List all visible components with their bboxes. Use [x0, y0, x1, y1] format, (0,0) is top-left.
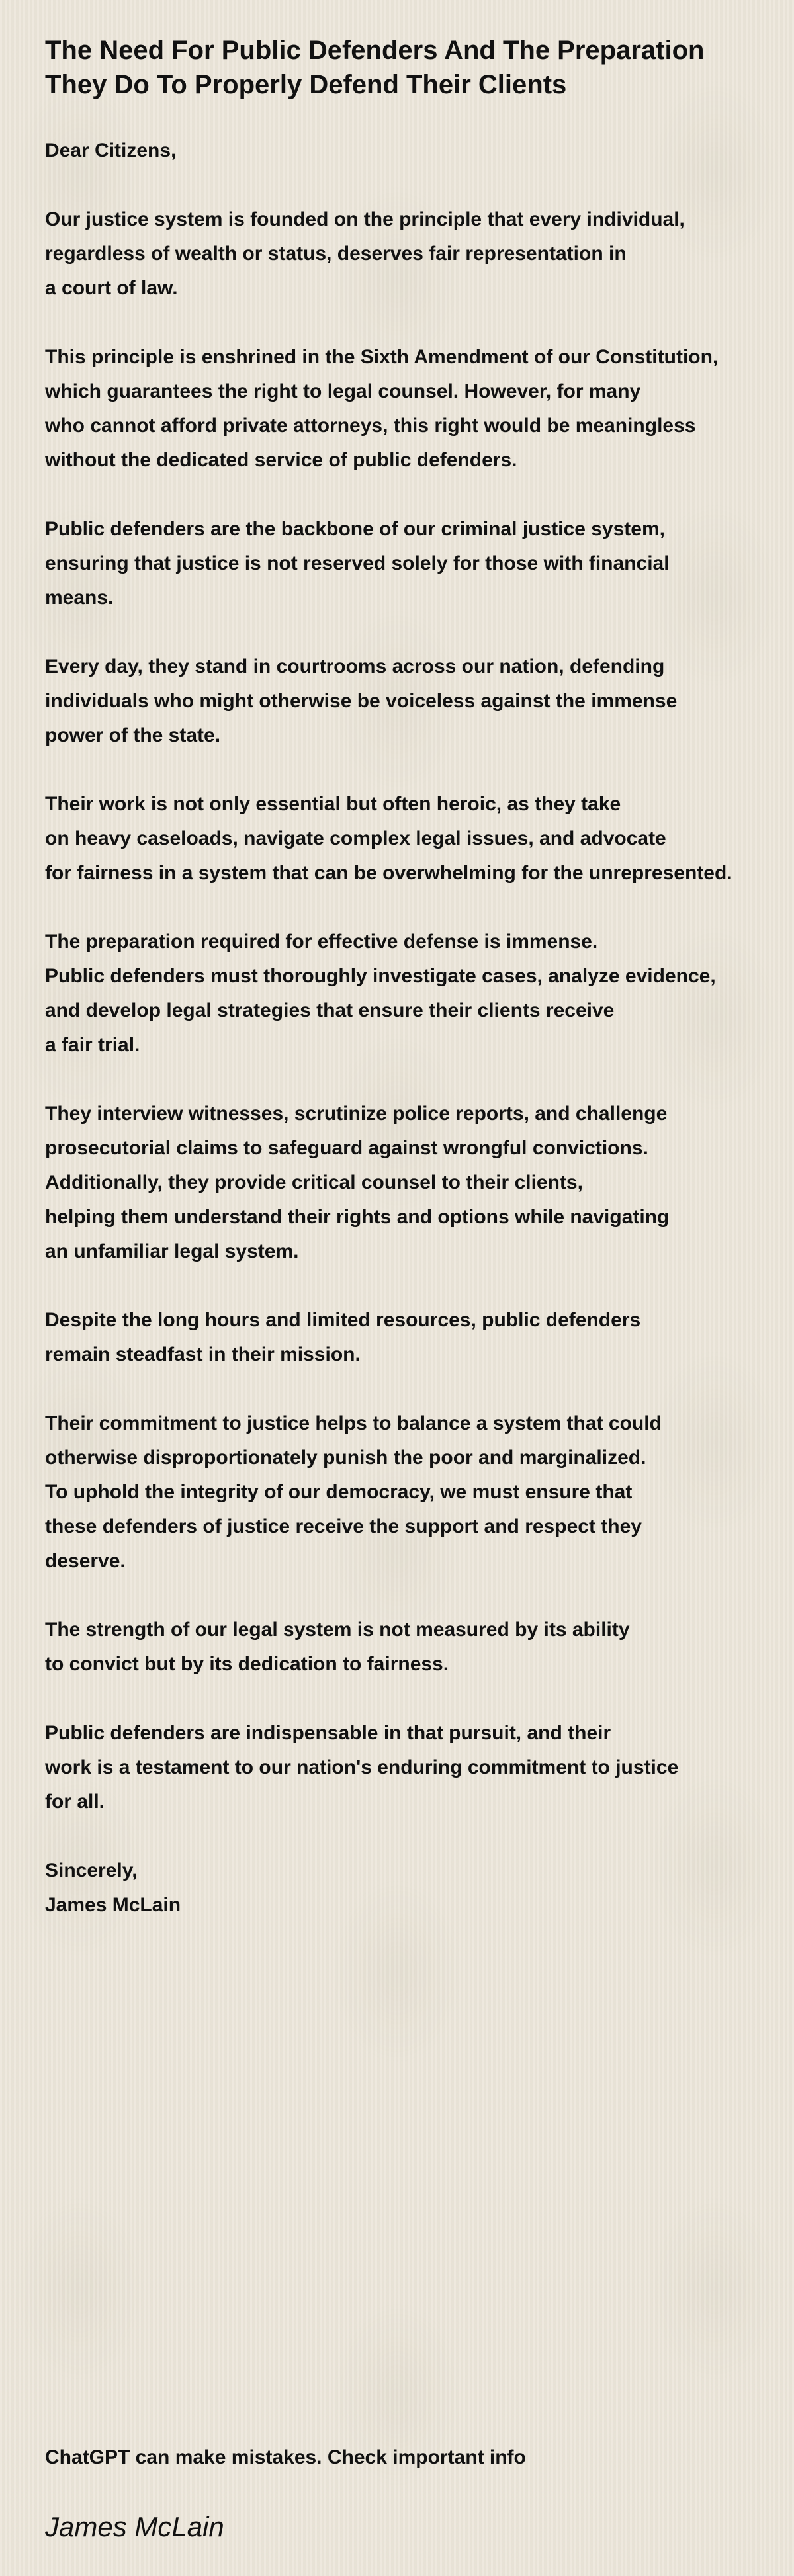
paragraph-line: without the dedicated service of public defenders. [45, 449, 517, 471]
paragraph-line: Our justice system is founded on the principle that every individual, [45, 208, 685, 230]
author-name: James McLain [45, 1894, 181, 1916]
letter-paragraph [45, 202, 779, 306]
letter-body [45, 134, 779, 1922]
paragraph-line: work is a testament to our nation's enduring commitment to justice [45, 1756, 679, 1778]
letter-paragraph [45, 512, 779, 615]
paragraph-line: remain steadfast in their mission. [45, 1344, 361, 1365]
title-line: They Do To Properly Defend Their Clients [45, 70, 567, 99]
letter-paragraph [45, 340, 779, 478]
paragraph-line: for fairness in a system that can be overwhelming for the unrepresented. [45, 862, 732, 884]
letter-paragraph [45, 1406, 779, 1578]
paragraph-line: Their work is not only essential but often heroic, as they take [45, 793, 621, 815]
ai-disclaimer: ChatGPT can make mistakes. Check important info [45, 2446, 526, 2468]
letter-paragraph [45, 1097, 779, 1269]
salutation-text: Dear Citizens, [45, 140, 177, 161]
paragraph-line: ensuring that justice is not reserved solely for those with financial [45, 552, 670, 574]
paragraph-line: Public defenders are indispensable in that pursuit, and their [45, 1722, 611, 1744]
paragraph-line: otherwise disproportionately punish the poor and marginalized. [45, 1447, 646, 1469]
paragraph-line: They interview witnesses, scrutinize police reports, and challenge [45, 1103, 668, 1125]
paragraph-line: a court of law. [45, 277, 178, 299]
letter-paragraph [45, 787, 779, 890]
paragraph-line: power of the state. [45, 724, 221, 746]
letter-paragraph [45, 925, 779, 1062]
paragraph-line: This principle is enshrined in the Sixth Amendment of our Constitution, [45, 346, 719, 368]
paragraph-line: an unfamiliar legal system. [45, 1240, 299, 1262]
paragraph-line: Despite the long hours and limited resources, public defenders [45, 1309, 641, 1331]
paragraph-line: a fair trial. [45, 1034, 140, 1056]
author-signature: James McLain [45, 2511, 224, 2542]
paragraph-line: Additionally, they provide critical counsel to their clients, [45, 1172, 583, 1193]
paragraph-line: Every day, they stand in courtrooms across our nation, defending [45, 656, 665, 677]
paragraph-line: deserve. [45, 1550, 126, 1572]
paragraph-line: Public defenders are the backbone of our criminal justice system, [45, 518, 665, 540]
salutation [45, 134, 779, 168]
page-title [45, 33, 773, 102]
letter-paragraph [45, 650, 779, 753]
closing-block [45, 1854, 779, 1922]
paragraph-line: to convict but by its dedication to fairness. [45, 1653, 449, 1675]
letter-paragraph [45, 1613, 779, 1682]
letter-paragraph [45, 1716, 779, 1819]
paragraph-line: regardless of wealth or status, deserves fair representation in [45, 243, 627, 265]
paragraph-line: and develop legal strategies that ensure their clients receive [45, 1000, 615, 1021]
paragraph-line: individuals who might otherwise be voiceless against the immense [45, 690, 678, 712]
paragraph-line: The strength of our legal system is not measured by its ability [45, 1619, 630, 1641]
paragraph-line: means. [45, 587, 114, 609]
paragraph-line: for all. [45, 1791, 105, 1813]
paragraph-list [45, 202, 779, 1819]
paragraph-line: on heavy caseloads, navigate complex legal issues, and advocate [45, 828, 666, 849]
letter-paragraph [45, 1303, 779, 1372]
paragraph-line: The preparation required for effective defense is immense. [45, 931, 598, 953]
paragraph-line: Public defenders must thoroughly investigate cases, analyze evidence, [45, 965, 716, 987]
paragraph-line: who cannot afford private attorneys, this right would be meaningless [45, 415, 696, 437]
paragraph-line: prosecutorial claims to safeguard against wrongful convictions. [45, 1137, 648, 1159]
title-line: The Need For Public Defenders And The Preparation [45, 36, 705, 65]
paragraph-line: which guarantees the right to legal counsel. However, for many [45, 380, 641, 402]
paragraph-line: helping them understand their rights and options while navigating [45, 1206, 670, 1228]
closing-text: Sincerely, [45, 1860, 138, 1881]
paragraph-line: Their commitment to justice helps to balance a system that could [45, 1412, 662, 1434]
paragraph-line: these defenders of justice receive the support and respect they [45, 1516, 642, 1537]
paragraph-line: To uphold the integrity of our democracy, we must ensure that [45, 1481, 633, 1503]
